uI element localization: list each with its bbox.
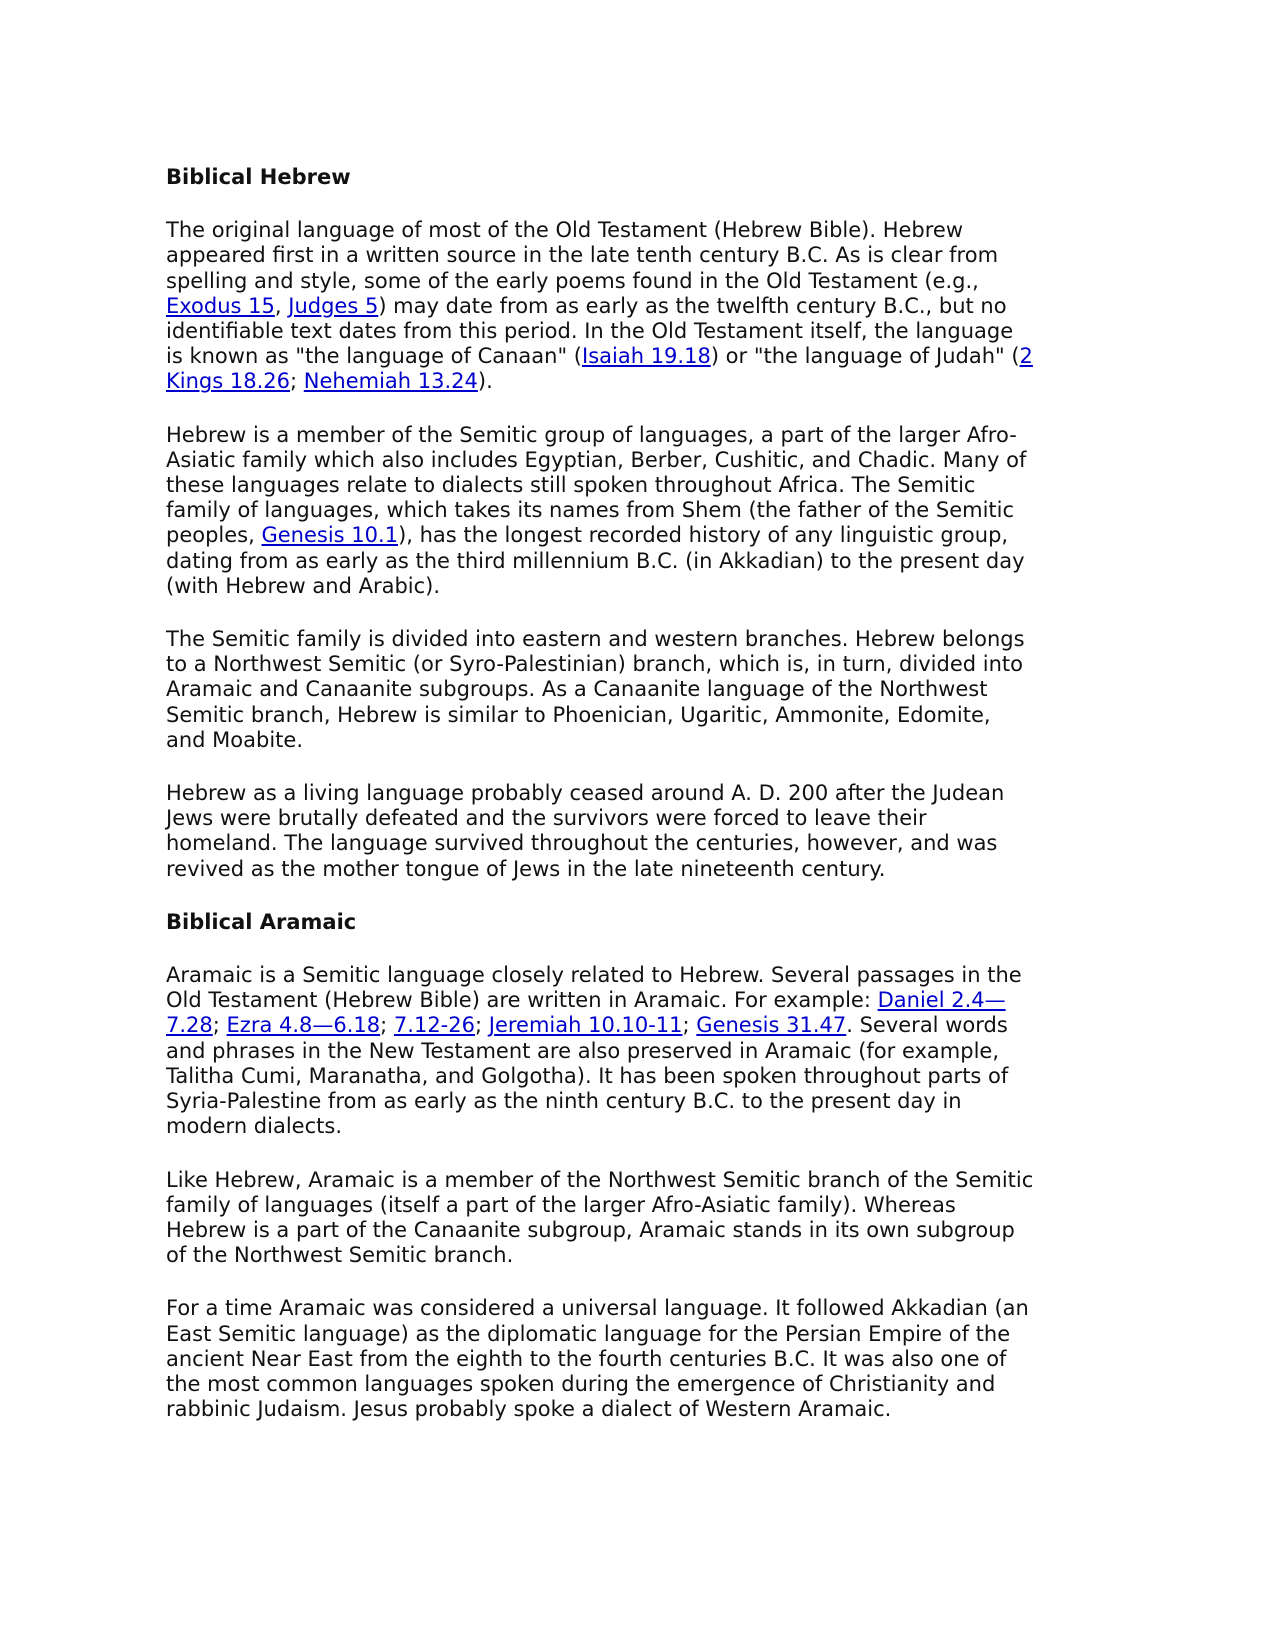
- text-segment: ;: [380, 1013, 394, 1038]
- link-nehemiah-13-24[interactable]: Nehemiah 13.24: [303, 369, 478, 394]
- paragraph-aramaic-northwest-semitic: Like Hebrew, Aramaic is a member of the Northwest Semitic branch of the Semitic family of languages (itself a part of the larger Afro-Asiatic family). Whereas Hebrew is a part of the Canaanite subgroup, Aramaic stands in its own subgroup of the Northwest Semitic branch.: [166, 1167, 1034, 1268]
- text-segment: ;: [289, 369, 304, 394]
- link-exodus-15[interactable]: Exodus 15: [166, 293, 275, 318]
- text-segment: ) or "the language of Judah" (: [710, 344, 1020, 369]
- text-segment: ;: [474, 1013, 489, 1038]
- paragraph-semitic-branches: The Semitic family is divided into eastern and western branches. Hebrew belongs to a Northwest Semitic (or Syro-Palestinian) branch, which is, in turn, divided into Aramaic and Canaanite subgroups. As a Canaanite language of the Northwest Semitic branch, Hebrew is similar to Phoenician, Ugaritic, Ammonite, Edomite, and Moabite.: [166, 627, 1025, 752]
- text-segment: ,: [274, 293, 289, 318]
- text-segment: ;: [212, 1013, 227, 1038]
- link-ezra-7-12-26[interactable]: 7.12-26: [393, 1013, 475, 1038]
- paragraph-hebrew-living-language: Hebrew as a living language probably ceased around A. D. 200 after the Judean Jews were brutally defeated and the survivors were forced to leave their homeland. The language survived throughout the centuries, however, and was revived as the mother tongue of Jews in the late nineteenth century.: [166, 781, 1005, 881]
- text-segment: ;: [682, 1013, 697, 1038]
- link-genesis-31-47[interactable]: Genesis 31.47: [696, 1013, 847, 1038]
- link-ezra-4-8-6-18[interactable]: Ezra 4.8—6.18: [226, 1013, 381, 1038]
- paragraph-aramaic-intro: [166, 963, 1036, 1139]
- paragraph-semitic-group: [166, 423, 1036, 599]
- text-segment: ) may date from as early as the twelfth century B.C., but no identifiable text dates from this period. In the Old Testament itself, the language is known as "the language of Canaan" (: [166, 293, 1014, 369]
- heading-biblical-aramaic: Biblical Aramaic: [166, 909, 357, 934]
- link-judges-5[interactable]: Judges 5: [288, 293, 379, 318]
- heading-biblical-hebrew: Biblical Hebrew: [166, 165, 351, 189]
- text-segment: ).: [477, 369, 493, 394]
- link-daniel-2-4-7-28[interactable]: Daniel 2.4—7.28: [166, 988, 1006, 1038]
- link-genesis-10-1[interactable]: Genesis 10.1: [261, 523, 399, 548]
- text-segment: . Several words and phrases in the New Testament are also preserved in Aramaic (for example, Talitha Cumi, Maranatha, and Golgotha). It has been spoken throughout parts of Syria-Palestine from as early as the ninth century B.C. to the present day in modern dialects.: [166, 1013, 1009, 1139]
- text-segment: Hebrew is a member of the Semitic group of languages, a part of the larger Afro-Asiatic family which also includes Egyptian, Berber, Cushitic, and Chadic. Many of these languages relate to dialects still spoken throughout Africa. The Semitic family of languages, which takes its names from Shem (the father of the Semitic peoples,: [166, 422, 1027, 548]
- link-isaiah-19-18[interactable]: Isaiah 19.18: [582, 344, 711, 369]
- text-segment: Aramaic is a Semitic language closely related to Hebrew. Several passages in the Old Testament (Hebrew Bible) are written in Aramaic. For example:: [166, 963, 1022, 1013]
- text-segment: ), has the longest recorded history of any linguistic group, dating from as early as the third millennium B.C. (in Akkadian) to the present day (with Hebrew and Arabic).: [166, 523, 1025, 598]
- paragraph-hebrew-origin: [166, 218, 1036, 394]
- paragraph-aramaic-universal-language: For a time Aramaic was considered a universal language. It followed Akkadian (an East Semitic language) as the diplomatic language for the Persian Empire of the ancient Near East from the eighth to the fourth centuries B.C. It was also one of the most common languages spoken during the emergence of Christianity and rabbinic Judaism. Jesus probably spoke a dialect of Western Aramaic.: [166, 1296, 1029, 1422]
- text-segment: The original language of most of the Old Testament (Hebrew Bible). Hebrew appeared first in a written source in the late tenth century B.C. As is clear from spelling and style, some of the early poems found in the Old Testament (e.g.,: [166, 218, 999, 293]
- document-page: [166, 165, 1036, 1450]
- link-jeremiah-10-10-11[interactable]: Jeremiah 10.10-11: [488, 1013, 683, 1038]
- link-2-kings-18-26[interactable]: 2 Kings 18.26: [166, 344, 1033, 394]
